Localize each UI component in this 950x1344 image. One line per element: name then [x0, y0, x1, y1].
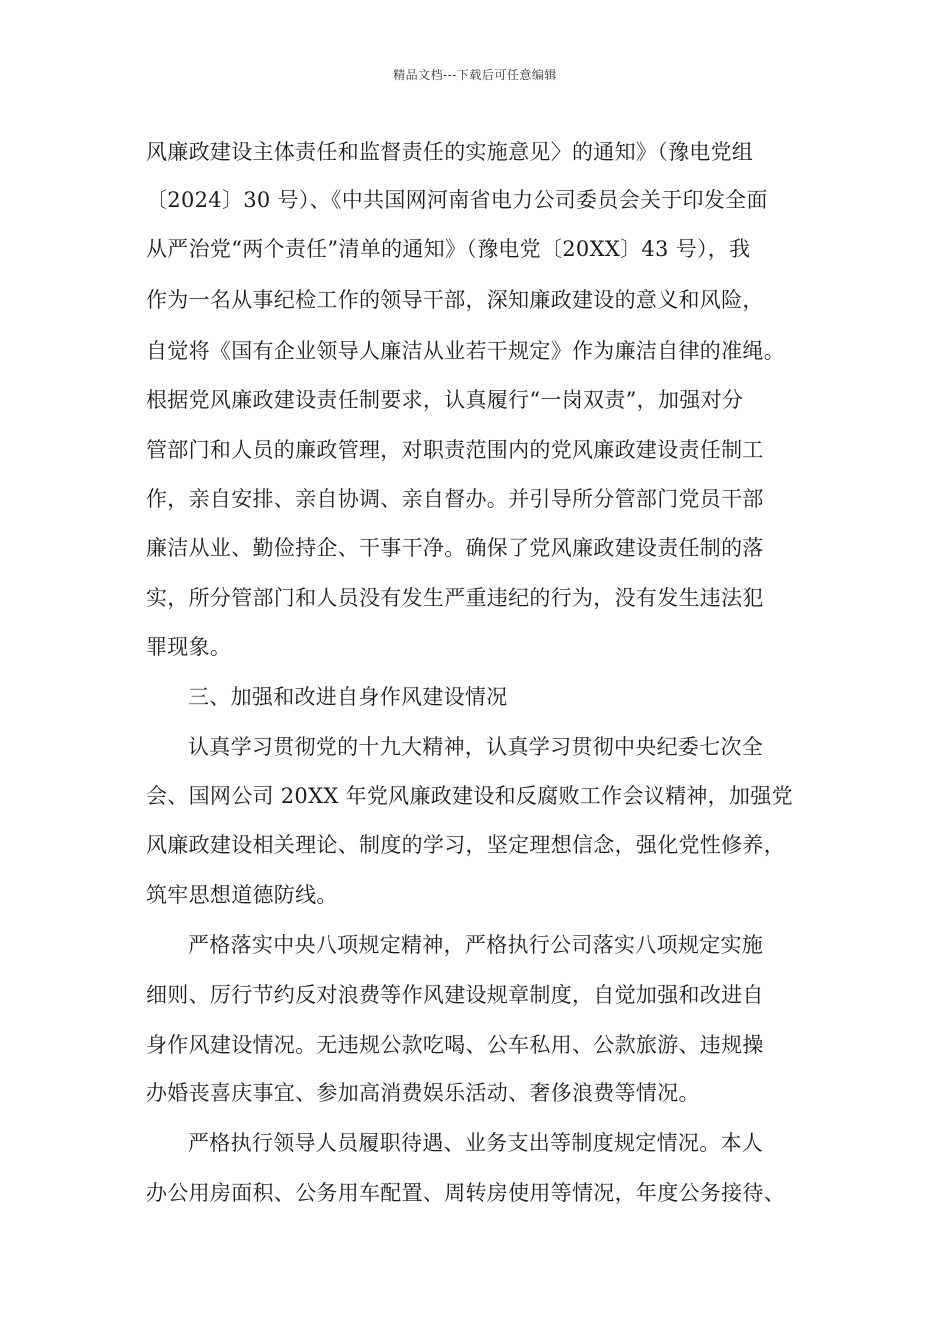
body-line: 认真学习贯彻党的十九大精神，认真学习贯彻中央纪委七次全	[188, 735, 764, 759]
body-line: 办婚丧喜庆事宜、参加高消费娱乐活动、奢侈浪费等情况。	[146, 1081, 700, 1105]
body-line: 管部门和人员的廉政管理，对职责范围内的党风廉政建设责任制工	[146, 438, 764, 462]
body-line: 细则、厉行节约反对浪费等作风建设规章制度，自觉加强和改进自	[146, 983, 764, 1007]
body-line: 严格执行领导人员履职待遇、业务支出等制度规定情况。本人	[188, 1131, 764, 1155]
page-header: 精品文档---下载后可任意编辑	[393, 68, 557, 82]
body-line: 会、国网公司 20XX 年党风廉政建设和反腐败工作会议精神，加强党	[146, 784, 793, 808]
body-line: 办公用房面积、公务用车配置、周转房使用等情况，年度公务接待、	[146, 1181, 785, 1205]
body-line: 从严治党“两个责任”清单的通知》（豫电党〔20XX〕43 号），我	[146, 237, 751, 261]
body-line: 风廉政建设相关理论、制度的学习，坚定理想信念，强化党性修养，	[146, 833, 785, 857]
body-line: 〔2024〕30 号）、《中共国网河南省电力公司委员会关于印发全面	[146, 188, 768, 212]
body-line: 筑牢思想道德防线。	[146, 883, 338, 907]
body-line: 实，所分管部门和人员没有发生严重违纪的行为，没有发生违法犯	[146, 586, 764, 610]
section-heading: 三、加强和改进自身作风建设情况	[188, 685, 508, 709]
body-line: 严格落实中央八项规定精神，严格执行公司落实八项规定实施	[188, 933, 764, 957]
body-line: 身作风建设情况。无违规公款吃喝、公车私用、公款旅游、违规操	[146, 1033, 764, 1057]
body-line: 廉洁从业、勤俭持企、干事干净。确保了党风廉政建设责任制的落	[146, 536, 764, 560]
body-line: 自觉将《国有企业领导人廉洁从业若干规定》作为廉洁自律的准绳。	[146, 339, 785, 363]
body-line: 罪现象。	[146, 635, 232, 659]
body-line: 风廉政建设主体责任和监督责任的实施意见〉的通知》（豫电党组	[146, 140, 754, 164]
body-line: 作，亲自安排、亲自协调、亲自督办。并引导所分管部门党员干部	[146, 487, 764, 511]
body-line: 根据党风廉政建设责任制要求，认真履行“一岗双责”，加强对分	[146, 388, 744, 412]
body-line: 作为一名从事纪检工作的领导干部，深知廉政建设的意义和风险，	[146, 288, 764, 312]
